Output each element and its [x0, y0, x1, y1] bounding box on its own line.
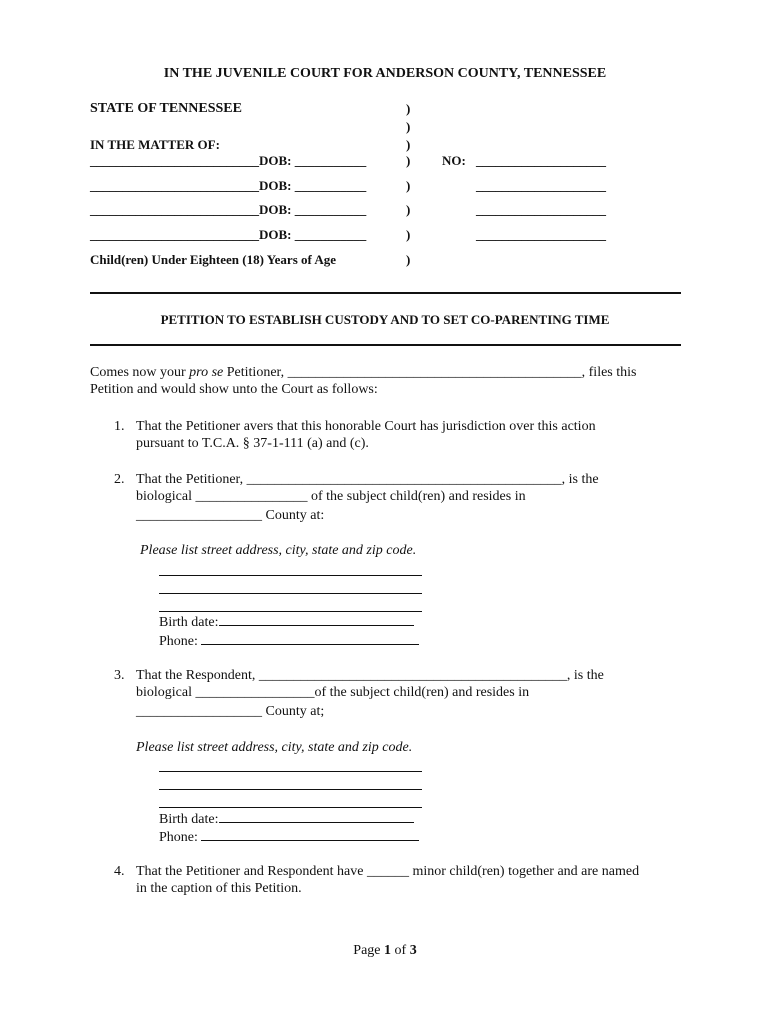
caption-paren: )	[406, 202, 411, 217]
case-number-line-3[interactable]: ____________________	[476, 202, 606, 217]
item-4-line-1: That the Petitioner and Respondent have ______ minor child(ren) together and are named	[136, 864, 640, 879]
respondent-address-line-3[interactable]	[159, 794, 422, 808]
respondent-phone-field[interactable]	[201, 828, 419, 841]
caption-paren: )	[406, 227, 411, 242]
item-number: 4.	[114, 864, 125, 879]
item-2-line-3: __________________ County at:	[136, 508, 325, 523]
intro-line-2: Petition and would show unto the Court as follows:	[90, 382, 378, 397]
petitioner-birth-date: Birth date:	[159, 613, 414, 631]
caption-paren: )	[406, 252, 411, 267]
item-3-line-2: biological _________________of the subject child(ren) and resides in	[136, 685, 530, 700]
caption-dob-line-4: __________________________DOB: ___________	[90, 227, 367, 242]
case-number-line-2[interactable]: ____________________	[476, 178, 606, 193]
caption-dob-line-3: __________________________DOB: ___________	[90, 202, 367, 217]
item-number: 1.	[114, 419, 125, 434]
item-number: 2.	[114, 472, 125, 487]
petitioner-address-line-2[interactable]	[159, 580, 422, 594]
respondent-phone: Phone:	[159, 828, 419, 846]
petitioner-birth-date-field[interactable]	[219, 613, 414, 626]
page-indicator: Page 1 of 3	[353, 943, 417, 958]
item-4-line-2: in the caption of this Petition.	[136, 881, 302, 896]
respondent-address-line-2[interactable]	[159, 776, 422, 790]
caption-paren: )	[406, 119, 411, 134]
item-number: 3.	[114, 668, 125, 683]
caption-paren: )	[406, 153, 411, 168]
case-number-line-4[interactable]: ____________________	[476, 227, 606, 242]
title-rule-bottom	[90, 344, 681, 346]
case-number-label: NO:	[442, 153, 466, 168]
intro-line-1: Comes now your pro se Petitioner, __________________________________________, files this	[90, 365, 637, 380]
item-3-line-3: __________________ County at;	[136, 704, 325, 719]
item-2-line-2: biological ________________ of the subject child(ren) and resides in	[136, 489, 526, 504]
item-2-address-prompt: Please list street address, city, state and zip code.	[140, 543, 417, 558]
item-2-line-1: That the Petitioner, _____________________________________________, is the	[136, 472, 599, 487]
respondent-birth-date-field[interactable]	[219, 810, 414, 823]
caption-paren: )	[406, 101, 411, 116]
court-title: IN THE JUVENILE COURT FOR ANDERSON COUNTY, TENNESSEE	[163, 66, 607, 81]
caption-dob-line-2: __________________________DOB: ___________	[90, 178, 367, 193]
petitioner-address-line-1[interactable]	[159, 562, 422, 576]
item-3-line-1: That the Respondent, ____________________________________________, is the	[136, 668, 604, 683]
caption-children-note: Child(ren) Under Eighteen (18) Years of Age	[90, 252, 337, 267]
caption-paren: )	[406, 137, 411, 152]
petition-title: PETITION TO ESTABLISH CUSTODY AND TO SET CO-PARENTING TIME	[160, 312, 610, 327]
petitioner-address-line-3[interactable]	[159, 598, 422, 612]
title-rule-top	[90, 292, 681, 294]
caption-paren: )	[406, 178, 411, 193]
caption-dob-line-1: __________________________DOB: ___________	[90, 153, 367, 168]
case-number-field[interactable]: ____________________	[476, 153, 606, 168]
respondent-birth-date: Birth date:	[159, 810, 414, 828]
item-3-address-prompt: Please list street address, city, state and zip code.	[136, 740, 413, 755]
item-1-line-1: That the Petitioner avers that this honorable Court has jurisdiction over this action	[136, 419, 596, 434]
petitioner-phone: Phone:	[159, 632, 419, 650]
respondent-address-line-1[interactable]	[159, 758, 422, 772]
caption-state: STATE OF TENNESSEE	[90, 101, 242, 116]
caption-in-matter: IN THE MATTER OF:	[90, 137, 220, 152]
item-1-line-2: pursuant to T.C.A. § 37-1-111 (a) and (c).	[136, 436, 369, 451]
petitioner-phone-field[interactable]	[201, 632, 419, 645]
